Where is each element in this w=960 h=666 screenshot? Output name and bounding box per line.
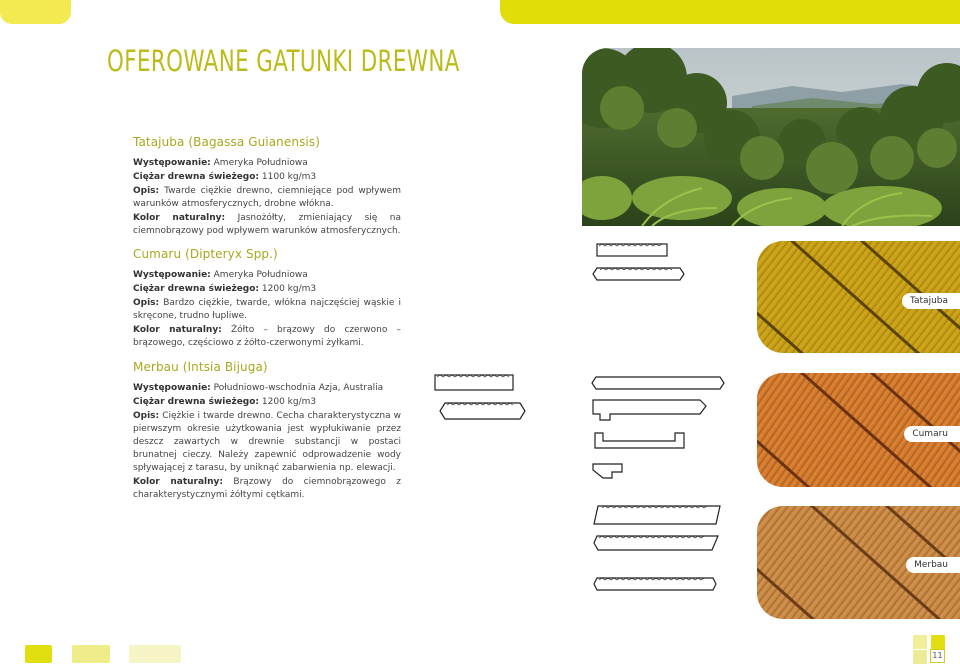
profile-cumaru-2 (440, 403, 525, 419)
description-value: Bardzo ciężkie, twarde, włókna najczęściej wąskie i skręcone, trudno łupliwe. (133, 298, 401, 321)
color-label: Kolor naturalny: (133, 477, 224, 487)
profile-cumaru-3 (592, 377, 724, 478)
profile-merbau-3 (594, 578, 716, 590)
swatch-label: Cumaru (904, 426, 960, 442)
description-value: Ciężkie i twarde drewno. Cecha charakterystyczna w pierwszym okresie użytkowania jest wypłukiwanie przez deszcz zawartych w drewnie substancji w postaci brunatnej cieczy. Należy zapewnić odprowadzenie wody spływającej z tarasu, by uniknąć zabarwienia np. elewacji. (133, 411, 401, 473)
corner-decoration (913, 650, 927, 664)
weight-label: Ciężar drewna świeżego: (133, 172, 260, 182)
weight-row (133, 283, 401, 296)
swatch-label: Merbau (906, 557, 960, 573)
profile-tatajuba-2 (593, 268, 684, 280)
wood-section-cumaru (133, 248, 401, 351)
wood-section-merbau (133, 361, 401, 503)
page-title: OFEROWANE GATUNKI DREWNA (107, 44, 460, 78)
wood-swatch-cumaru (757, 373, 960, 487)
description-row (133, 185, 401, 211)
occurrence-value: Południowo-wschodnia Azja, Australia (213, 383, 384, 393)
occurrence-value: Ameryka Południowa (213, 158, 308, 168)
weight-label: Ciężar drewna świeżego: (133, 284, 260, 294)
color-label: Kolor naturalny: (133, 213, 226, 223)
section-heading: Tatajuba (Bagassa Guianensis) (133, 135, 320, 149)
weight-value: 1100 kg/m3 (261, 172, 317, 182)
color-row (133, 324, 401, 350)
color-label: Kolor naturalny: (133, 325, 222, 335)
description-value: Twarde ciężkie drewno, ciemniejące pod wpływem warunków atmosferycznych, drobne włókna. (133, 186, 401, 209)
profile-merbau-2 (594, 536, 718, 550)
description-row (133, 297, 401, 323)
occurrence-label: Występowanie: (133, 383, 211, 393)
description-label: Opis: (133, 411, 160, 421)
corner-decoration (913, 635, 927, 649)
description-label: Opis: (133, 298, 160, 308)
occurrence-row (133, 382, 401, 395)
swatch-label: Tatajuba (902, 293, 960, 309)
page-number: 11 (930, 649, 945, 663)
footer-decoration (25, 645, 52, 663)
occurrence-label: Występowanie: (133, 158, 211, 168)
color-row (133, 212, 401, 238)
weight-value: 1200 kg/m3 (261, 284, 317, 294)
occurrence-label: Występowanie: (133, 270, 211, 280)
occurrence-value: Ameryka Południowa (213, 270, 308, 280)
occurrence-row (133, 269, 401, 282)
corner-decoration (931, 635, 945, 649)
footer-decoration (72, 645, 110, 663)
section-heading: Cumaru (Dipteryx Spp.) (133, 247, 278, 261)
color-value: Jasnożółty, zmieniający się na ciemnobrązowy pod wpływem warunków atmosferycznych. (133, 213, 402, 236)
wood-swatch-tatajuba (757, 241, 960, 353)
description-row (133, 410, 401, 475)
description-label: Opis: (133, 186, 160, 196)
footer-decoration (129, 645, 181, 663)
weight-label: Ciężar drewna świeżego: (133, 397, 260, 407)
header-tab-right (500, 0, 960, 24)
color-value: Żółto – brązowy do czerwono – brązowego, częściowo z żółto-czerwonymi żyłkami. (133, 325, 402, 348)
rainforest-photo (582, 48, 960, 226)
wood-section-tatajuba (133, 136, 401, 239)
weight-value: 1200 kg/m3 (261, 397, 317, 407)
color-row (133, 476, 401, 502)
profile-tatajuba-1 (597, 244, 667, 256)
profile-merbau-1 (594, 506, 720, 524)
profile-cumaru-1 (435, 375, 513, 390)
weight-row (133, 171, 401, 184)
color-value: Brązowy do ciemnobrązowego z charakterystycznymi żółtymi cętkami. (133, 477, 401, 500)
header-tab-left (0, 0, 71, 24)
section-heading: Merbau (Intsia Bijuga) (133, 360, 268, 374)
occurrence-row (133, 157, 401, 170)
wood-swatch-merbau (757, 506, 960, 619)
weight-row (133, 396, 401, 409)
